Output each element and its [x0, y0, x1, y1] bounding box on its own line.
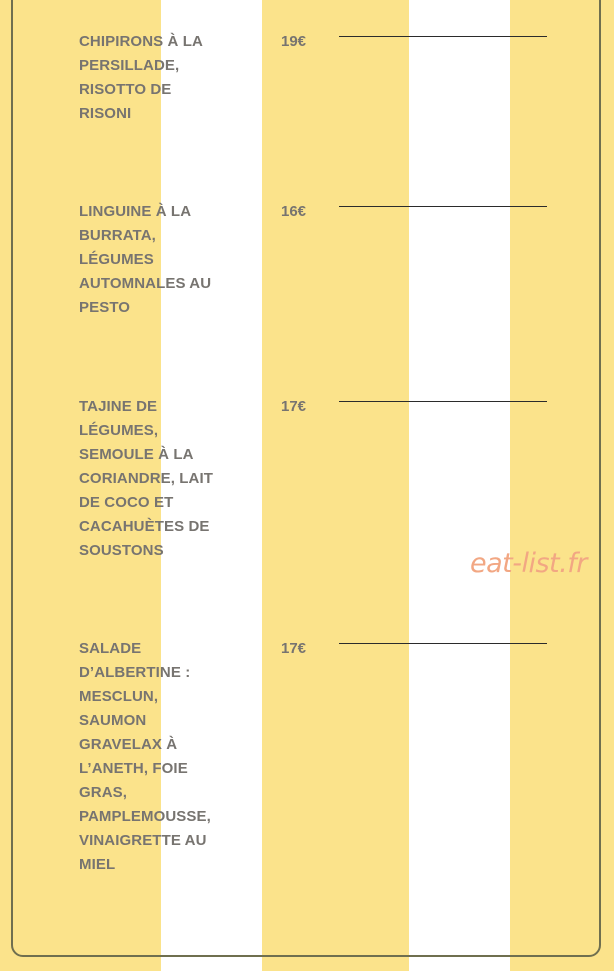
menu-item-price: 17€ [281, 640, 307, 657]
menu-item-price: 19€ [281, 33, 307, 50]
menu-item-name: LINGUINE À LA BURRATA, LÉGUMES AUTOMNALES AU PESTO [79, 203, 212, 316]
site-watermark: eat-list.fr [470, 548, 587, 579]
menu-item-name: SALADE D’ALBERTINE : MESCLUN, SAUMON GRAVELAX À L’ANETH, FOIE GRAS, PAMPLEMOUSSE, VINAIGRETTE AU MIEL [79, 640, 211, 873]
menu-item-price: 16€ [281, 203, 307, 220]
menu-item-divider [339, 401, 547, 402]
menu-item-divider [339, 36, 547, 37]
menu-item-name: CHIPIRONS À LA PERSILLADE, RISOTTO DE RISONI [79, 33, 203, 122]
menu-item-divider [339, 643, 547, 644]
menu-item-divider [339, 206, 547, 207]
menu-item-name: TAJINE DE LÉGUMES, SEMOULE À LA CORIANDRE, LAIT DE COCO ET CACAHUÈTES DE SOUSTONS [79, 398, 213, 559]
menu-item-price: 17€ [281, 398, 307, 415]
